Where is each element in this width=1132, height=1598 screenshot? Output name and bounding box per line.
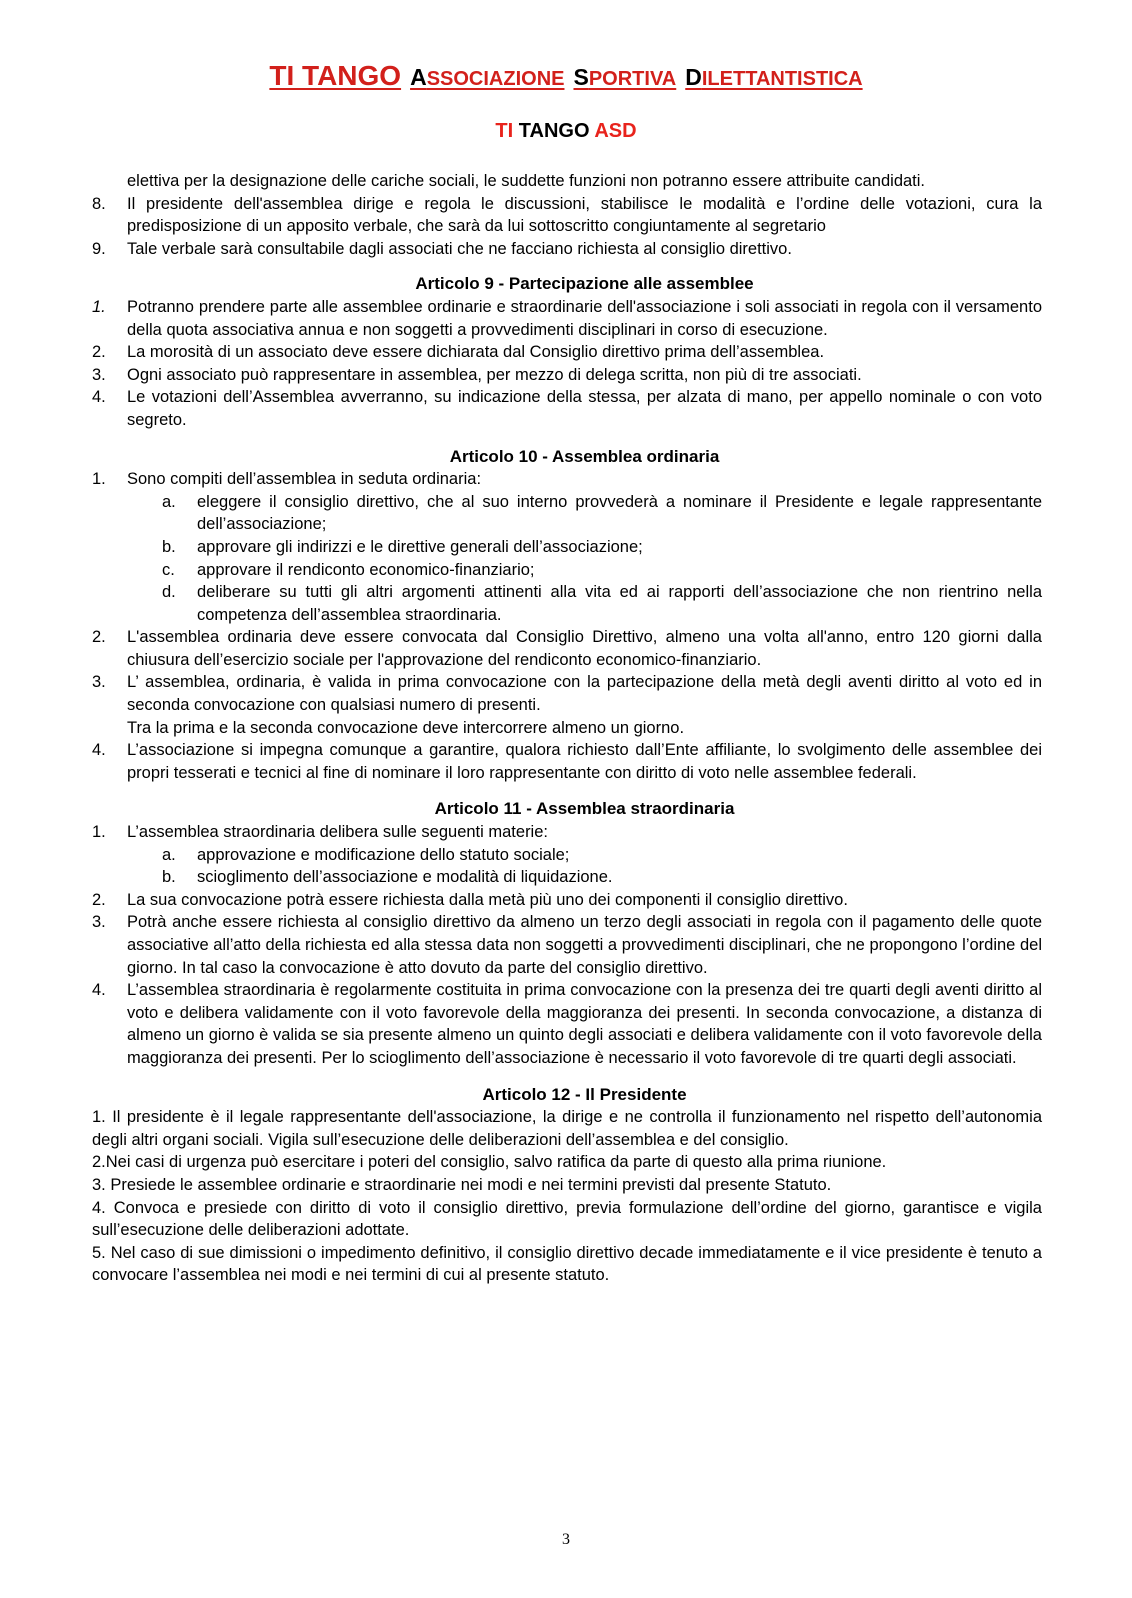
sub-list-item: b. scioglimento dell’associazione e modalità di liquidazione. [162, 868, 613, 887]
list-item: 2. L'assemblea ordinaria deve essere convocata dal Consiglio Direttivo, almeno una volta all'anno, entro 120 giorni dalla chiusura dell’esercizio sociale per l'approvazione del rendiconto economico-finanziario. [92, 628, 1042, 669]
subtitle-tango: TANGO [518, 120, 590, 142]
document-title [0, 60, 1132, 92]
list-item: 3. L’ assemblea, ordinaria, è valida in prima convocazione con la partecipazione della metà degli aventi diritto al voto ed in seconda convocazione con qualsiasi numero di presenti. [92, 673, 1042, 715]
paragraph: 1. Il presidente è il legale rappresentante dell'associazione, la dirige e ne controlla il funzionamento nel rispetto dell’autonomia degli altri organi sociali. Vigila sull’esecuzione delle deliberazioni dell’assemblea e del consiglio. [92, 1108, 1042, 1149]
paragraph: 2.Nei casi di urgenza può esercitare i poteri del consiglio, salvo ratifica da parte di questo alla prima riunione. [92, 1153, 887, 1172]
list-item: 3. Potrà anche essere richiesta al consiglio direttivo da almeno un terzo degli associati in regola con il pagamento delle quote associative all’atto della richiesta ed alla stessa data non soggetti a provvedimenti disciplinari, che ne propongono l’ordine del giorno. In tal caso la convocazione è atto dovuto da parte del consiglio direttivo. [92, 913, 1042, 977]
document-body [92, 170, 1042, 1287]
title-main: TI TANGO [269, 60, 402, 91]
sub-list-item: b. approvare gli indirizzi e le direttive generali dell’associazione; [162, 537, 643, 556]
title-a-rest: SSOCIAZIONE [426, 68, 565, 90]
subtitle-ti: TI [495, 120, 514, 142]
list-item: 4. L’associazione si impegna comunque a garantire, qualora richiesto dall’Ente affiliante, lo svolgimento delle assemblee dei propri tesserati e tecnici al fine di nominare il loro rappresentante con diritto di voto nelle assemblee federali. [92, 741, 1042, 782]
paragraph: 4. Convoca e presiede con diritto di voto il consiglio direttivo, previa formulazione dell’ordine del giorno, garantisce e vigila sull’esecuzione delle deliberazioni adottate. [92, 1198, 1042, 1240]
title-s-cap: S [573, 64, 589, 90]
list-item: 2. La sua convocazione potrà essere richiesta dalla metà più uno dei componenti il consiglio direttivo. [92, 890, 848, 909]
paragraph: 3. Presiede le assemblee ordinarie e straordinarie nei modi e nei termini previsti dal presente Statuto. [92, 1175, 832, 1194]
paragraph: 5. Nel caso di sue dimissioni o impedimento definitivo, il consiglio direttivo decade immediatamente e il vice presidente è tenuto a convocare l’assemblea nei modi e nei termini di cui al presente statuto. [92, 1243, 1042, 1285]
article-heading: Articolo 12 - Il Presidente [482, 1084, 687, 1104]
list-item: 4. L’assemblea straordinaria è regolarmente costituita in prima convocazione con la presenza dei tre quarti degli aventi diritto al voto e delibera validamente con il voto favorevole della maggioranza dei presenti. In seconda convocazione, a distanza di almeno un giorno è valida se sia presente almeno un quinto degli associati e delibera validamente con il voto favorevole della maggioranza dei presenti. Per lo scioglimento dell’associazione è necessario il voto favorevole di tre quarti degli associati. [92, 981, 1042, 1067]
sub-list-item: d. deliberare su tutti gli altri argomenti attinenti alla vita ed ai rapporti dell’associazione che non rientrino nella competenza dell’assemblea straordinaria. [162, 583, 1042, 624]
article-heading: Articolo 9 - Partecipazione alle assemblee [415, 274, 754, 294]
sub-list-item: a. approvazione e modificazione dello statuto sociale; [162, 845, 570, 864]
title-a-cap: A [410, 64, 427, 90]
article-heading: Articolo 10 - Assemblea ordinaria [449, 446, 720, 466]
sub-list-item: a. eleggere il consiglio direttivo, che al suo interno provvederà a nominare il Presidente e legale rappresentante dell’associazione; [162, 492, 1042, 534]
page-number: 3 [562, 1531, 570, 1548]
sub-list-item: c. approvare il rendiconto economico-finanziario; [162, 560, 535, 579]
list-item-continuation: Tra la prima e la seconda convocazione deve intercorrere almeno un giorno. [127, 718, 685, 737]
list-item: 4. Le votazioni dell’Assemblea avverranno, su indicazione della stessa, per alzata di mano, per appello nominale o con voto segreto. [92, 388, 1042, 429]
title-d-cap: D [685, 64, 702, 90]
list-item: 9. Tale verbale sarà consultabile dagli associati che ne facciano richiesta al consiglio direttivo. [92, 239, 792, 258]
list-item: 1. Sono compiti dell’assemblea in seduta ordinaria: [92, 470, 482, 489]
list-item: 3. Ogni associato può rappresentare in assemblea, per mezzo di delega scritta, non più di tre associati. [92, 365, 862, 384]
list-item: 1. Potranno prendere parte alle assemblee ordinarie e straordinarie dell'associazione i soli associati in regola con il versamento della quota associativa annua e non soggetti a provvedimenti disciplinari in corso di esecuzione. [92, 297, 1042, 339]
article-heading: Articolo 11 - Assemblea straordinaria [434, 799, 735, 819]
list-item: 2. La morosità di un associato deve essere dichiarata dal Consiglio direttivo prima dell’assemblea. [92, 343, 825, 362]
title-d-rest: ILETTANTISTICA [701, 68, 863, 90]
subtitle-asd: ASD [594, 120, 637, 142]
continuation-text: elettiva per la designazione delle cariche sociali, le suddette funzioni non potranno essere attribuite candidati. [127, 172, 926, 190]
list-item: 8. Il presidente dell'assemblea dirige e regola le discussioni, stabilisce le modalità e l’ordine delle votazioni, cura la predisposizione di un apposito verbale, che sarà da lui sottoscritto congiuntamente al segretario [92, 194, 1042, 236]
document-subtitle [0, 120, 1132, 143]
list-item: 1. L’assemblea straordinaria delibera sulle seguenti materie: [92, 823, 548, 842]
title-s-rest: PORTIVA [588, 68, 677, 90]
